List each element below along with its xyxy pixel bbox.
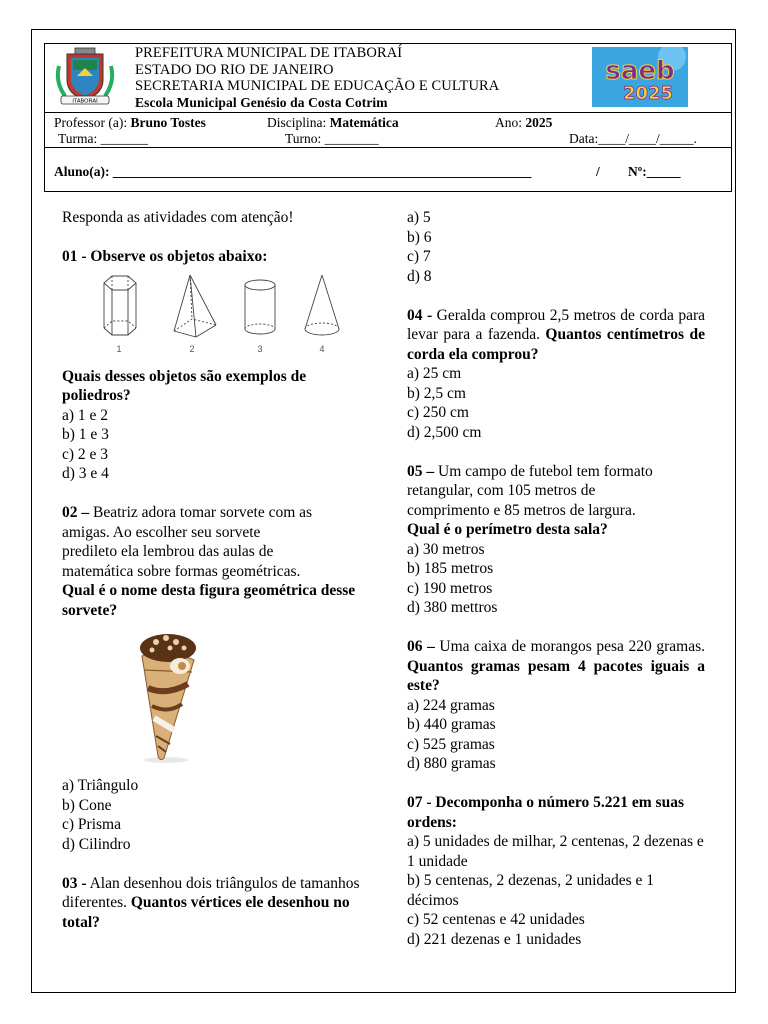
q2-option-b[interactable]: b) Cone (62, 796, 112, 814)
q2-option-d[interactable]: d) Cilindro (62, 835, 131, 853)
q7-option-b[interactable]: b) 5 centenas, 2 dezenas, 2 unidades e 1 décimos (407, 872, 655, 909)
q5-option-c[interactable]: c) 190 metros (407, 579, 493, 597)
q4-option-c[interactable]: c) 250 cm (407, 404, 469, 421)
q2-text-line3: predileto ela lembrou das aulas de (62, 543, 274, 560)
q5-text-line1: 05 – Um campo de futebol tem formato (407, 462, 653, 480)
discipline-field: Disciplina: Matemática (267, 115, 399, 130)
figure-label-1: 1 (116, 343, 122, 354)
q3-option-c[interactable]: c) 7 (407, 248, 431, 265)
q1-option-c[interactable]: c) 2 e 3 (62, 445, 109, 463)
q2-question: Qual é o nome desta figura geométrica desse sorvete? (62, 582, 356, 619)
q4-question: Quantos centímetros de corda ela comprou? (407, 326, 705, 363)
figure-label-4: 4 (319, 343, 325, 354)
q1-option-d[interactable]: d) 3 e 4 (62, 465, 109, 482)
q2-text-line1: 02 – Beatriz adora tomar sorvete com as (62, 504, 313, 521)
q4-option-b[interactable]: b) 2,5 cm (407, 384, 466, 402)
q2-option-a[interactable]: a) Triângulo (62, 777, 139, 794)
q5-option-b[interactable]: b) 185 metros (407, 560, 494, 577)
q3-statement: 03 - Alan desenhou dois triângulos de tamanhos diferentes. Quantos vértices ele desenhou no total? (62, 874, 360, 931)
q3-number: 03 - (62, 874, 87, 892)
q4-statement: 04 - Geralda comprou 2,5 metros de corda para levar para a fazenda. Quantos centímetros de corda ela comprou? (407, 306, 705, 363)
q6-option-c[interactable]: c) 525 gramas (407, 735, 495, 753)
separator-slash: / (596, 164, 600, 179)
saeb-logo-icon (592, 47, 688, 107)
q1-option-b[interactable]: b) 1 e 3 (62, 426, 109, 443)
q7-option-c[interactable]: c) 52 centenas e 42 unidades (407, 911, 585, 928)
prism-icon (104, 276, 136, 335)
q5-text-line2: retangular, com 105 metros de (407, 482, 596, 499)
header-institution-row (45, 44, 731, 113)
q3-question: Quantos vértices ele desenhou no total? (62, 894, 350, 931)
date-field[interactable]: Data:____/____/_____. (569, 131, 697, 146)
q2-text-line2: amigas. Ao escolher seu sorvete (62, 523, 261, 541)
student-info-row (44, 148, 732, 192)
q2-option-c[interactable]: c) Prisma (62, 816, 121, 833)
q5-option-d[interactable]: d) 380 mettros (407, 599, 498, 616)
class-field[interactable]: Turma: _______ (58, 131, 148, 146)
shift-field[interactable]: Turno: ________ (285, 131, 379, 146)
teacher-info-row (45, 114, 731, 148)
figure-label-2: 2 (189, 343, 195, 354)
discipline-name: Matemática (329, 115, 399, 130)
q7-title: 07 - Decomponha o número 5.221 em suas ordens: (407, 794, 684, 831)
ice-cream-cone-icon (94, 626, 224, 766)
saeb-logo-text: saeb (605, 56, 675, 86)
q7-option-d[interactable]: d) 221 dezenas e 1 unidades (407, 930, 582, 948)
saeb-logo-year: 2025 (622, 83, 674, 104)
q7-option-a[interactable]: a) 5 unidades de milhar, 2 centenas, 2 dezenas e 1 unidade (407, 833, 704, 870)
student-number-field[interactable]: Nº:_____ (628, 164, 681, 179)
q6-question: Quantos gramas pesam 4 pacotes iguais a este? (407, 657, 705, 694)
q1-question: Quais desses objetos são exemplos de poliedros? (62, 367, 307, 404)
q2-text-line4: matemática sobre formas geométricas. (62, 562, 301, 580)
q3-option-d[interactable]: d) 8 (407, 267, 432, 285)
header-box (44, 43, 732, 148)
professor-field: Professor (a): Bruno Tostes (54, 115, 206, 130)
cone-icon (305, 275, 339, 335)
right-column (407, 208, 705, 949)
q4-number: 04 - (407, 306, 433, 324)
q5-text-line3: comprimento e 85 metros de largura. (407, 501, 636, 519)
year-field: Ano: 2025 (495, 115, 553, 130)
left-column (62, 208, 368, 932)
institution-block (135, 45, 499, 111)
figure-label-3: 3 (257, 343, 263, 354)
year-value: 2025 (525, 115, 553, 130)
professor-name: Bruno Tostes (130, 115, 206, 130)
q1-title: 01 - Observe os objetos abaixo: (62, 248, 268, 265)
prefeitura-line: PREFEITURA MUNICIPAL DE ITABORAÍ (135, 45, 403, 61)
municipal-crest-icon (53, 46, 117, 108)
secretaria-line: SECRETARIA MUNICIPAL DE EDUCAÇÃO E CULTURA (135, 78, 500, 94)
q5-number: 05 – (407, 462, 435, 480)
q6-number: 06 – (407, 638, 435, 655)
q5-question: Qual é o perímetro desta sala? (407, 521, 608, 538)
instructions: Responda as atividades com atenção! (62, 209, 294, 226)
q6-statement: 06 – Uma caixa de morangos pesa 220 gramas. Quantos gramas pesam 4 pacotes iguais a este? (407, 638, 705, 694)
q6-option-b[interactable]: b) 440 gramas (407, 716, 496, 733)
q6-option-d[interactable]: d) 880 gramas (407, 755, 496, 772)
estado-line: ESTADO DO RIO DE JANEIRO (135, 61, 334, 78)
q5-option-a[interactable]: a) 30 metros (407, 540, 485, 558)
crest-banner-text: ITABORAÍ (72, 98, 98, 105)
school-name: Escola Municipal Genésio da Costa Cotrim (135, 94, 388, 110)
q6-option-a[interactable]: a) 224 gramas (407, 696, 495, 714)
cylinder-icon (245, 280, 275, 334)
q4-option-d[interactable]: d) 2,500 cm (407, 423, 482, 441)
q1-solids-figure (92, 273, 362, 357)
q2-number: 02 – (62, 504, 90, 521)
pyramid-icon (174, 275, 216, 337)
q4-option-a[interactable]: a) 25 cm (407, 365, 462, 382)
q3-option-a[interactable]: a) 5 (407, 209, 431, 226)
q3-option-b[interactable]: b) 6 (407, 228, 432, 246)
student-name-field[interactable]: Aluno(a): ______________________________________________________________ (54, 164, 532, 179)
q1-option-a[interactable]: a) 1 e 2 (62, 406, 109, 424)
